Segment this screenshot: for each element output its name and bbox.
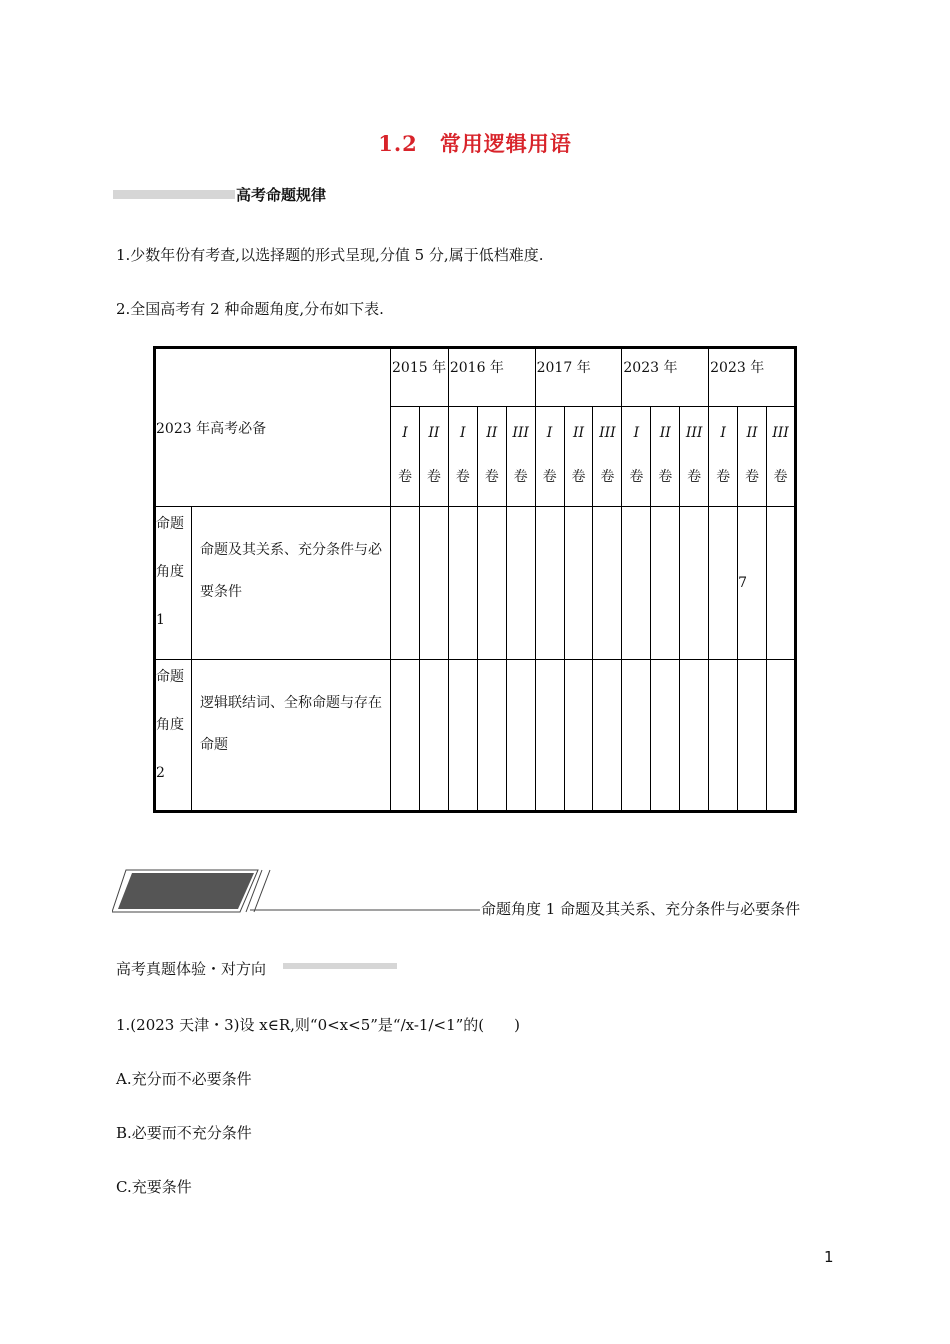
year-header: 2017 年 [535, 348, 622, 407]
section-heading: 高考命题规律 [236, 186, 327, 204]
volume-header: I 卷 [709, 407, 738, 507]
banner-graphic [112, 866, 482, 914]
table-cell [680, 660, 709, 812]
table-cell [506, 507, 535, 660]
volume-header: III 卷 [593, 407, 622, 507]
table-cell [651, 660, 680, 812]
volume-header: II 卷 [564, 407, 593, 507]
year-header: 2016 年 [448, 348, 535, 407]
angle-label: 命题 角度 2 [155, 660, 192, 812]
angle-label: 命题 角度 1 [155, 507, 192, 660]
year-header: 2015 年 [391, 348, 449, 407]
table-cell [593, 660, 622, 812]
table-cell [738, 660, 767, 812]
table-cell: 7 [738, 507, 767, 660]
volume-header: I 卷 [391, 407, 420, 507]
table-cell [419, 507, 448, 660]
volume-header: III 卷 [766, 407, 795, 507]
table-cell [680, 507, 709, 660]
angle-description: 命题及其关系、充分条件与必要条件 [192, 507, 391, 660]
table-cell [766, 507, 795, 660]
table-cell [622, 660, 651, 812]
volume-header: II 卷 [419, 407, 448, 507]
volume-header: III 卷 [506, 407, 535, 507]
section-bar [113, 190, 235, 199]
table-cell [709, 507, 738, 660]
table-cell [593, 507, 622, 660]
table-cell [651, 507, 680, 660]
subsection-bar [283, 963, 397, 969]
option-b: B.必要而不充分条件 [116, 1124, 252, 1142]
table-cell [535, 507, 564, 660]
table-cell [564, 507, 593, 660]
volume-header: II 卷 [738, 407, 767, 507]
table-cell [564, 660, 593, 812]
table-cell [477, 507, 506, 660]
table-cell [709, 660, 738, 812]
subsection-heading: 高考真题体验・对方向 [116, 960, 267, 978]
table-cell [535, 660, 564, 812]
table-cell [391, 660, 420, 812]
volume-header: II 卷 [651, 407, 680, 507]
option-c: C.充要条件 [116, 1178, 192, 1196]
banner-heading: 命题角度 1 命题及其关系、充分条件与必要条件 [481, 900, 801, 918]
table-cell [477, 660, 506, 812]
volume-header: I 卷 [535, 407, 564, 507]
page-title: 1.2 常用逻辑用语 [378, 131, 572, 156]
rule-1: 1.少数年份有考查,以选择题的形式呈现,分值 5 分,属于低档难度. [116, 246, 544, 264]
volume-header: I 卷 [622, 407, 651, 507]
table-cell [766, 660, 795, 812]
angle-description: 逻辑联结词、全称命题与存在命题 [192, 660, 391, 812]
table-cell [391, 507, 420, 660]
volume-header: I 卷 [448, 407, 477, 507]
question-1-stem: 1.(2023 天津・3)设 x∈R,则“0<x<5”是“/x-1/<1”的( ) [116, 1016, 520, 1034]
year-header: 2023 年 [709, 348, 796, 407]
table-cell [419, 660, 448, 812]
distribution-table [153, 346, 797, 813]
rule-2: 2.全国高考有 2 种命题角度,分布如下表. [116, 300, 384, 318]
table-cell [622, 507, 651, 660]
table-cell [448, 660, 477, 812]
volume-header: III 卷 [680, 407, 709, 507]
volume-header: II 卷 [477, 407, 506, 507]
table-cell [506, 660, 535, 812]
page-number: 1 [824, 1248, 834, 1266]
year-header: 2023 年 [622, 348, 709, 407]
table-corner: 2023 年高考必备 [155, 348, 391, 507]
table-cell [448, 507, 477, 660]
option-a: A.充分而不必要条件 [116, 1070, 252, 1088]
